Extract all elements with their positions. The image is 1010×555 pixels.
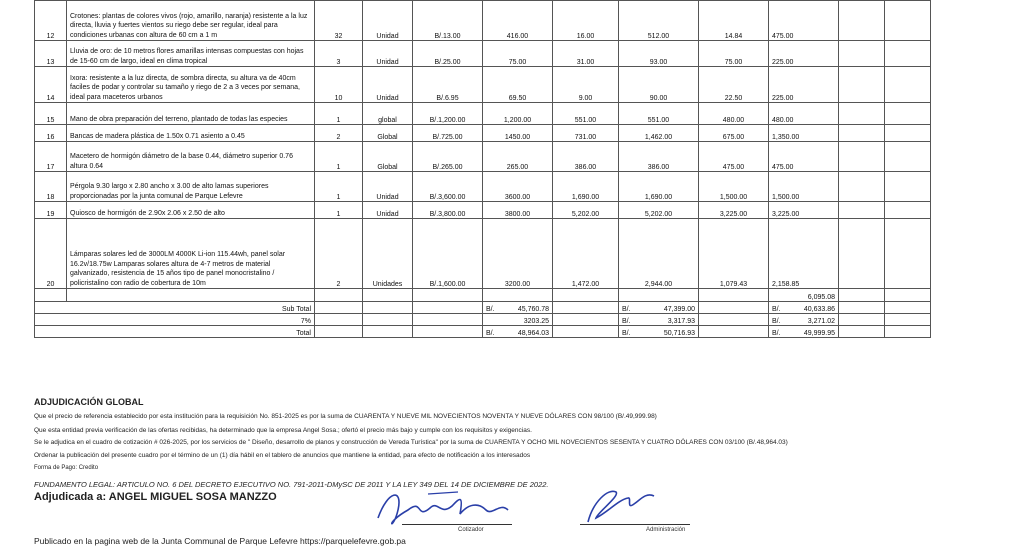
item-unit: Unidad: [363, 172, 413, 202]
empty-cell: [363, 302, 413, 314]
empty-cell: [839, 302, 885, 314]
bidder1-total-value: [619, 302, 699, 314]
administracion-signature: [568, 482, 668, 530]
bidder2-total: 475.00: [769, 142, 839, 172]
adjudicacion-heading: ADJUDICACIÓN GLOBAL: [34, 397, 144, 407]
table-row: [35, 219, 931, 289]
item-number: 15: [35, 103, 67, 125]
bidder2-total: 3,225.00: [769, 202, 839, 219]
quotation-table: [34, 0, 931, 338]
item-description: Lámparas solares led de 3000LM 4000K Li-ion 115.44wh, panel solar 16.2v/18.75w Lamparas solares altura de 4-7 metros de material galvanizado, resistencia de 15 años tipo de panel monocristalino / policristalino con radio de cobertura de 10m: [67, 219, 315, 289]
amount: 49,999.95: [803, 330, 835, 337]
bidder2-unit-price: 480.00: [699, 103, 769, 125]
bidder2-total-value: [769, 326, 839, 338]
currency-symbol: B/.: [772, 306, 781, 313]
empty-cell: [839, 142, 885, 172]
bidder2-unit-price: 1,500.00: [699, 172, 769, 202]
footer-line-2: Que esta entidad previa verificación de las ofertas recibidas, ha determinado que la empresa Angel Sosa.; ofertó el precio más bajo y cumple con los requisitos y exigencias.: [34, 427, 532, 434]
item-unit: Global: [363, 125, 413, 142]
item-unit: Global: [363, 142, 413, 172]
reference-total: 1450.00: [483, 125, 553, 142]
item-unit: Unidad: [363, 41, 413, 67]
bidder2-total: 1,500.00: [769, 172, 839, 202]
reference-total: 69.50: [483, 67, 553, 103]
bidder1-unit-price: 31.00: [553, 41, 619, 67]
bidder2-unit-price: 675.00: [699, 125, 769, 142]
empty-cell: [619, 289, 699, 302]
totals-row: [35, 326, 931, 338]
administracion-signature-line: [580, 524, 690, 525]
bidder1-total: 551.00: [619, 103, 699, 125]
reference-total-value: [483, 314, 553, 326]
bidder1-total: 2,944.00: [619, 219, 699, 289]
totals-row: [35, 302, 931, 314]
empty-cell: [885, 314, 931, 326]
bidder1-total: 90.00: [619, 67, 699, 103]
quotation-sheet: [34, 0, 931, 338]
bidder1-total: 5,202.00: [619, 202, 699, 219]
empty-cell: [413, 302, 483, 314]
bidder2-unit-price: 1,079.43: [699, 219, 769, 289]
reference-unit-price: B/.265.00: [413, 142, 483, 172]
bidder1-unit-price: 731.00: [553, 125, 619, 142]
empty-cell: [35, 289, 67, 302]
table-row: [35, 103, 931, 125]
empty-cell: [885, 219, 931, 289]
bidder1-unit-price: 1,690.00: [553, 172, 619, 202]
reference-unit-price: B/.3,800.00: [413, 202, 483, 219]
item-unit: Unidad: [363, 202, 413, 219]
currency-symbol: B/.: [486, 330, 495, 337]
cotizador-signature-line: [402, 524, 512, 525]
item-description: Quiosco de hormigón de 2.90x 2.06 x 2.50 de alto: [67, 202, 315, 219]
bidder1-total: 1,690.00: [619, 172, 699, 202]
bidder1-unit-price: 551.00: [553, 103, 619, 125]
empty-cell: [483, 289, 553, 302]
item-quantity: 1: [315, 103, 363, 125]
item-number: 13: [35, 41, 67, 67]
empty-cell: [315, 302, 363, 314]
empty-cell: [885, 103, 931, 125]
reference-total-value: [483, 326, 553, 338]
item-number: 20: [35, 219, 67, 289]
empty-cell: [885, 172, 931, 202]
bidder2-total-value: [769, 302, 839, 314]
empty-cell: [363, 326, 413, 338]
table-row: [35, 289, 931, 302]
empty-cell: [885, 41, 931, 67]
bidder1-unit-price: 386.00: [553, 142, 619, 172]
item-description: Bancas de madera plástica de 1.50x 0.71 asiento a 0.45: [67, 125, 315, 142]
item-quantity: 2: [315, 125, 363, 142]
empty-cell: [885, 125, 931, 142]
bidder2-unit-price: 75.00: [699, 41, 769, 67]
bidder1-total: 93.00: [619, 41, 699, 67]
cotizador-caption: Cotizador: [458, 527, 484, 533]
legal-basis: FUNDAMENTO LEGAL: ARTICULO NO. 6 DEL DECRETO EJECUTIVO NO. 791-2011-DMySC DE 2011 Y LA LEY 349 DEL 14 DE DICIEMBRE DE 2022.: [34, 480, 549, 489]
table-body: [35, 1, 931, 338]
bidder2-total: 475.00: [769, 1, 839, 41]
empty-cell: [839, 326, 885, 338]
bidder2-total: 2,158.85: [769, 219, 839, 289]
item-number: 16: [35, 125, 67, 142]
reference-unit-price: B/.3,600.00: [413, 172, 483, 202]
reference-unit-price: B/.725.00: [413, 125, 483, 142]
reference-total: 3800.00: [483, 202, 553, 219]
empty-cell: [699, 326, 769, 338]
bidder1-unit-price: 9.00: [553, 67, 619, 103]
totals-label: Sub Total: [35, 302, 315, 314]
amount: 48,964.03: [517, 330, 549, 337]
item-quantity: 32: [315, 1, 363, 41]
bidder2-unit-price: 475.00: [699, 142, 769, 172]
bidder2-unit-price: 14.84: [699, 1, 769, 41]
table-row: [35, 142, 931, 172]
currency-symbol: B/.: [772, 330, 781, 337]
bidder1-total: 386.00: [619, 142, 699, 172]
extra-value: 6,095.08: [769, 289, 839, 302]
payment-method: Forma de Pago: Credito: [34, 465, 99, 471]
empty-cell: [413, 326, 483, 338]
bidder2-total: 1,350.00: [769, 125, 839, 142]
item-quantity: 1: [315, 172, 363, 202]
reference-unit-price: B/.25.00: [413, 41, 483, 67]
amount: 3,271.02: [807, 318, 835, 325]
empty-cell: [413, 314, 483, 326]
item-unit: Unidades: [363, 219, 413, 289]
table-row: [35, 67, 931, 103]
item-quantity: 3: [315, 41, 363, 67]
empty-cell: [699, 289, 769, 302]
table-row: [35, 202, 931, 219]
empty-cell: [553, 314, 619, 326]
currency-symbol: B/.: [486, 306, 495, 313]
item-unit: Unidad: [363, 1, 413, 41]
amount: 47,399.00: [663, 306, 695, 313]
item-quantity: 10: [315, 67, 363, 103]
empty-cell: [839, 103, 885, 125]
reference-total: 1,200.00: [483, 103, 553, 125]
bidder2-unit-price: 22.50: [699, 67, 769, 103]
reference-total: 3200.00: [483, 219, 553, 289]
amount: 3,317.93: [667, 318, 695, 325]
reference-total-value: [483, 302, 553, 314]
bidder2-unit-price: 3,225.00: [699, 202, 769, 219]
empty-cell: [553, 326, 619, 338]
table-row: [35, 125, 931, 142]
empty-cell: [839, 289, 885, 302]
reference-unit-price: B/.1,600.00: [413, 219, 483, 289]
item-unit: global: [363, 103, 413, 125]
empty-cell: [315, 289, 363, 302]
empty-cell: [839, 219, 885, 289]
currency-symbol: B/.: [622, 306, 631, 313]
empty-cell: [885, 302, 931, 314]
item-description: Lluvia de oro: de 10 metros flores amarillas intensas compuestas con hojas de 15-60 cm de largo, ideal en clima tropical: [67, 41, 315, 67]
empty-cell: [885, 67, 931, 103]
item-description: Crotones: plantas de colores vivos (rojo, amarillo, naranja) resistente a la luz directa, lluvia y fuertes vientos su riego debe ser regular, ideal para condiciones urbanas con altura de 60 cm a 1 m: [67, 1, 315, 41]
currency-symbol: B/.: [622, 330, 631, 337]
empty-cell: [885, 326, 931, 338]
item-number: 19: [35, 202, 67, 219]
item-number: 18: [35, 172, 67, 202]
bidder1-total-value: [619, 326, 699, 338]
totals-row: [35, 314, 931, 326]
administracion-caption: Administración: [646, 527, 686, 533]
empty-cell: [553, 289, 619, 302]
bidder2-total-value: [769, 314, 839, 326]
reference-total: 265.00: [483, 142, 553, 172]
totals-label: Total: [35, 326, 315, 338]
empty-cell: [839, 202, 885, 219]
item-number: 14: [35, 67, 67, 103]
item-quantity: 1: [315, 202, 363, 219]
reference-unit-price: B/.1,200.00: [413, 103, 483, 125]
empty-cell: [885, 289, 931, 302]
empty-cell: [363, 289, 413, 302]
bidder1-total-value: [619, 314, 699, 326]
empty-cell: [553, 302, 619, 314]
item-unit: Unidad: [363, 67, 413, 103]
item-description: Mano de obra preparación del terreno, plantado de todas las especies: [67, 103, 315, 125]
reference-total: 416.00: [483, 1, 553, 41]
awarded-to: Adjudicada a: ANGEL MIGUEL SOSA MANZZO: [34, 491, 277, 503]
reference-unit-price: B/.6.95: [413, 67, 483, 103]
item-quantity: 1: [315, 142, 363, 172]
empty-cell: [885, 1, 931, 41]
bidder1-total: 512.00: [619, 1, 699, 41]
item-description: Ixora: resistente a la luz directa, de sombra directa, su altura va de 40cm faciles de podar y controlar su tamaño y riego de 2 a 3 veces por semana, ideal para maceteros urbanos: [67, 67, 315, 103]
amount: 3203.25: [523, 318, 549, 325]
item-description: Pérgola 9.30 largo x 2.80 ancho x 3.00 de alto lamas superiores proporcionadas por la junta comunal de Parque Lefevre: [67, 172, 315, 202]
item-number: 17: [35, 142, 67, 172]
table-row: [35, 41, 931, 67]
totals-label: 7%: [35, 314, 315, 326]
empty-cell: [363, 314, 413, 326]
empty-cell: [885, 202, 931, 219]
footer-line-4: Ordenar la publicación del presente cuadro por el término de un (1) día hábil en el tablero de anuncios que mantiene la entidad, para efecto de notificación a los interesados: [34, 452, 531, 459]
item-quantity: 2: [315, 219, 363, 289]
empty-cell: [699, 302, 769, 314]
footer-line-3: Se le adjudica en el cuadro de cotización # 026-2025, por los servicios de " Diseño, desarrollo de planos y construcción de Vereda Turística" por la suma de CUARENTA Y OCHO MIL NOVECIENTOS SESENTA Y CUATRO DÓLARES CON 03/100 (B/.48,964.03): [34, 439, 788, 446]
currency-symbol: B/.: [772, 318, 781, 325]
table-row: [35, 172, 931, 202]
bidder1-unit-price: 16.00: [553, 1, 619, 41]
item-number: 12: [35, 1, 67, 41]
currency-symbol: B/.: [622, 318, 631, 325]
cotizador-signature: [368, 480, 528, 530]
empty-cell: [67, 289, 315, 302]
empty-cell: [839, 125, 885, 142]
reference-total: 75.00: [483, 41, 553, 67]
empty-cell: [839, 41, 885, 67]
bidder1-unit-price: 1,472.00: [553, 219, 619, 289]
amount: 40,633.86: [803, 306, 835, 313]
bidder2-total: 225.00: [769, 41, 839, 67]
empty-cell: [699, 314, 769, 326]
empty-cell: [839, 67, 885, 103]
bidder2-total: 480.00: [769, 103, 839, 125]
empty-cell: [839, 314, 885, 326]
empty-cell: [413, 289, 483, 302]
empty-cell: [839, 1, 885, 41]
item-description: Macetero de hormigón diámetro de la base 0.44, diámetro superior 0.76 altura 0.64: [67, 142, 315, 172]
empty-cell: [315, 314, 363, 326]
amount: 50,716.93: [663, 330, 695, 337]
bidder1-unit-price: 5,202.00: [553, 202, 619, 219]
empty-cell: [885, 142, 931, 172]
amount: 45,760.78: [517, 306, 549, 313]
table-row: [35, 1, 931, 41]
bidder2-total: 225.00: [769, 67, 839, 103]
reference-total: 3600.00: [483, 172, 553, 202]
bidder1-total: 1,462.00: [619, 125, 699, 142]
reference-unit-price: B/.13.00: [413, 1, 483, 41]
footer-line-1: Que el precio de referencia establecido por esta institución para la requisición No. 851-2025 es por la suma de CUARENTA Y NUEVE MIL NOVECIENTOS NOVENTA Y NUEVE DÓLARES CON 98/100 (B/.49,999.98): [34, 413, 657, 420]
published-notice: Publicado en la pagina web de la Junta Communal de Parque Lefevre https://parquelefevre.gob.pa: [34, 536, 406, 546]
empty-cell: [315, 326, 363, 338]
empty-cell: [839, 172, 885, 202]
